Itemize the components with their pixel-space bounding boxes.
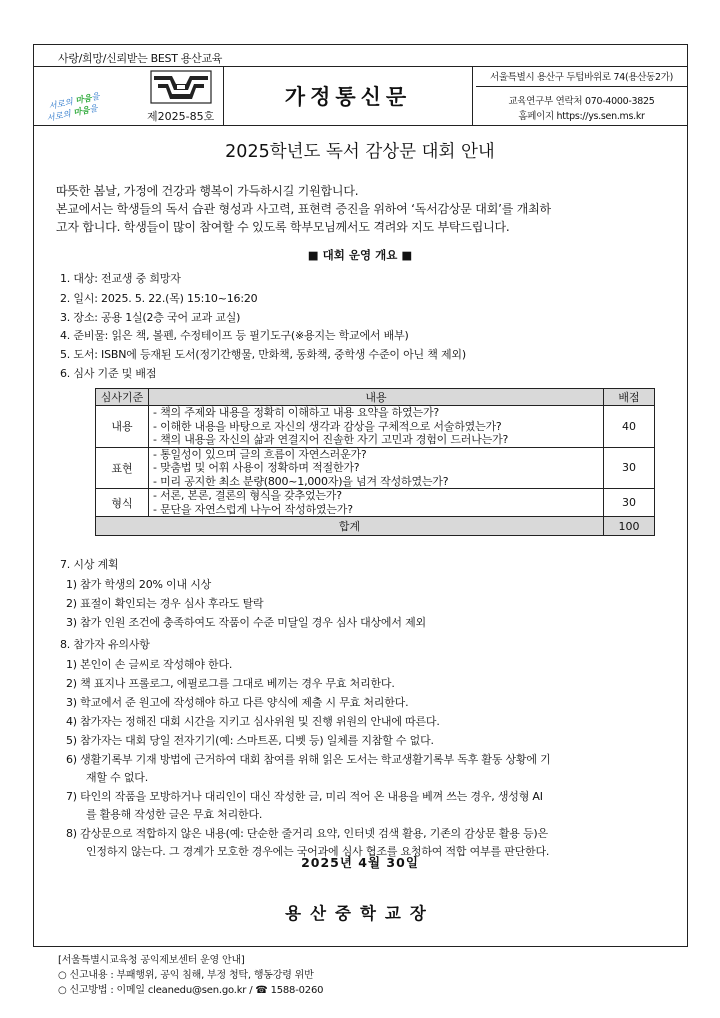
criterion-line: - 책의 주제와 내용을 정확히 이해하고 내용 요약을 하였는가?: [153, 406, 440, 419]
table-row: [96, 489, 655, 517]
slogan-text: 을: [88, 103, 99, 116]
table-header: 배점: [604, 389, 655, 406]
award-item: 3) 참가 인원 조건에 충족하여도 작품이 수준 미달일 경우 심사 대상에서 제외: [66, 616, 426, 629]
criterion-category: 표현: [96, 447, 149, 489]
note-item: 4) 참가자는 정해진 대회 시간을 지키고 심사위원 및 진행 위원의 안내에 따른다.: [66, 715, 440, 728]
intro-line: 본교에서는 학생들의 독서 습관 형성과 사고력, 표현력 증진을 위하여 ‘독서감상문 대회’를 개최하: [56, 202, 551, 216]
overview-item: 6. 심사 기준 및 배점: [60, 367, 157, 380]
overview-item: 2. 일시: 2025. 5. 22.(목) 15:10~16:20: [60, 292, 258, 305]
contact-phone: 교육연구부 연락처 070-4000-3825: [508, 96, 655, 107]
principal-signature: 용산중학교장: [285, 904, 435, 923]
overview-item: 5. 도서: ISBN에 등재된 도서(정기간행물, 만화책, 동화책, 중학생 수준이 아닌 책 제외): [60, 348, 466, 361]
criterion-category: 내용: [96, 406, 149, 448]
school-info: [476, 66, 687, 125]
note-item: 2) 책 표지나 프롤로그, 에필로그를 그대로 베끼는 경우 무효 처리한다.: [66, 677, 395, 690]
notes-heading: 8. 참가자 유의사항: [60, 638, 150, 651]
overview-item: 3. 장소: 공용 1실(2층 국어 교과 교실): [60, 311, 241, 324]
motto: 사랑/희망/신뢰받는 BEST 용산교육: [58, 52, 223, 65]
note-item: 3) 학교에서 준 원고에 작성해야 하고 다른 양식에 제출 시 무효 처리한다.: [66, 696, 409, 709]
section-heading: ■ 대회 운영 개요 ■: [307, 248, 413, 262]
school-emblem-icon: [150, 70, 212, 104]
award-item: 1) 참가 학생의 20% 이내 시상: [66, 578, 212, 591]
note-item: 8) 감상문으로 적합하지 않은 내용(예: 단순한 줄거리 요약, 인터넷 검색 활용, 기존의 감상문 활용 등)은: [66, 827, 548, 840]
slogan-text: 서로의: [47, 96, 77, 113]
table-header: 심사기준: [96, 389, 149, 406]
criterion-line: - 서론, 본론, 결론의 형식을 갖추었는가?: [153, 489, 342, 502]
overview-item: 1. 대상: 전교생 중 희망자: [60, 272, 181, 285]
overview-item: 4. 준비물: 읽은 책, 볼펜, 수정테이프 등 필기도구(※용지는 학교에서 배부): [60, 329, 409, 342]
note-item-continued: 를 활용해 작성한 글은 무효 처리한다.: [86, 808, 263, 821]
total-points: 100: [604, 517, 655, 536]
table-total-row: [96, 517, 655, 536]
notice-line: ○ 신고방법 : 이메일 cleanedu@sen.go.kr / ☎ 1588-0260: [58, 985, 324, 996]
note-item: 5) 참가자는 대회 당일 전자기기(예: 스마트폰, 디벳 등) 일체를 지참할 수 없다.: [66, 734, 434, 747]
total-label: 합계: [96, 517, 604, 536]
slogan-text: 서로의: [45, 108, 75, 125]
awards-heading: 7. 시상 계획: [60, 558, 119, 571]
note-item: 7) 타인의 작품을 모방하거나 대리인이 대신 작성한 글, 미리 적어 온 내용을 베껴 쓰는 경우, 생성형 AI: [66, 790, 543, 803]
newsletter-title: 가정통신문: [284, 84, 412, 109]
issue-date: 2025년 4월 30일: [301, 855, 419, 870]
criterion-line: - 이해한 내용을 바탕으로 자신의 생각과 감상을 구체적으로 서술하였는가?: [153, 419, 502, 433]
criterion-line: - 맞춤법 및 어휘 사용이 정확하며 적절한가?: [153, 461, 360, 474]
scoring-table: [95, 388, 655, 536]
header-bottom-rule: [34, 125, 687, 126]
award-item: 2) 표절이 확인되는 경우 심사 후라도 탈락: [66, 597, 264, 610]
criterion-line: - 미리 공지한 최소 분량(800~1,000자)을 넘겨 작성하였는가?: [153, 474, 449, 488]
issue-number: 제2025-85호: [147, 110, 215, 123]
criterion-description: [149, 489, 604, 517]
criterion-description: [149, 447, 604, 489]
intro-line: 따뜻한 봄날, 가정에 건강과 행복이 가득하시길 기원합니다.: [56, 184, 359, 198]
criterion-points: 40: [604, 406, 655, 448]
slogan-logo: [46, 93, 108, 123]
criterion-line: - 통일성이 있으며 글의 흐름이 자연스러운가?: [153, 447, 367, 461]
note-item-continued: 인정하지 않는다. 그 경계가 모호한 경우에는 국어과에 심사 협조를 요청하여 적합 여부를 판단한다.: [86, 845, 550, 858]
notice-line: ○ 신고내용 : 부패행위, 공익 침해, 부정 청탁, 행동강령 위반: [58, 970, 314, 981]
document-title: 2025학년도 독서 감상문 대회 안내: [225, 142, 495, 162]
table-row: [96, 406, 655, 448]
note-item: 6) 생활기록부 기재 방법에 근거하여 대회 참여를 위해 읽은 도서는 학교생활기록부 독후 활동 상황에 기: [66, 753, 551, 766]
criterion-points: 30: [604, 447, 655, 489]
criterion-description: [149, 406, 604, 448]
criterion-line: - 책의 내용을 자신의 삶과 연결지어 진솔한 자기 고민과 경험이 드러나는가?: [153, 433, 509, 446]
slogan-highlight: 마음: [72, 105, 91, 119]
newsletter-title-box: [223, 66, 473, 125]
notice-title: [서울특별시교육청 공익제보센터 운영 안내]: [58, 955, 245, 966]
intro-line: 고자 합니다. 학생들이 많이 참여할 수 있도록 학부모님께서도 격려와 지도 부탁드립니다.: [56, 220, 510, 234]
criterion-line: - 문단을 자연스럽게 나누어 작성하였는가?: [153, 502, 353, 516]
table-header: 내용: [149, 389, 604, 406]
note-item: 1) 본인이 손 글씨로 작성해야 한다.: [66, 658, 233, 671]
intro-paragraph: [56, 182, 696, 236]
criterion-category: 형식: [96, 489, 149, 517]
slogan-highlight: 마음: [74, 93, 93, 107]
school-address: 서울특별시 용산구 두텁바위로 74(용산동2가): [476, 66, 687, 87]
criterion-points: 30: [604, 489, 655, 517]
note-item-continued: 재할 수 없다.: [86, 771, 149, 784]
slogan-text: 을: [90, 91, 101, 104]
table-row: [96, 447, 655, 489]
whistleblower-notice: [58, 953, 323, 998]
homepage-url: 홈페이지 https://ys.sen.ms.kr: [518, 111, 645, 122]
